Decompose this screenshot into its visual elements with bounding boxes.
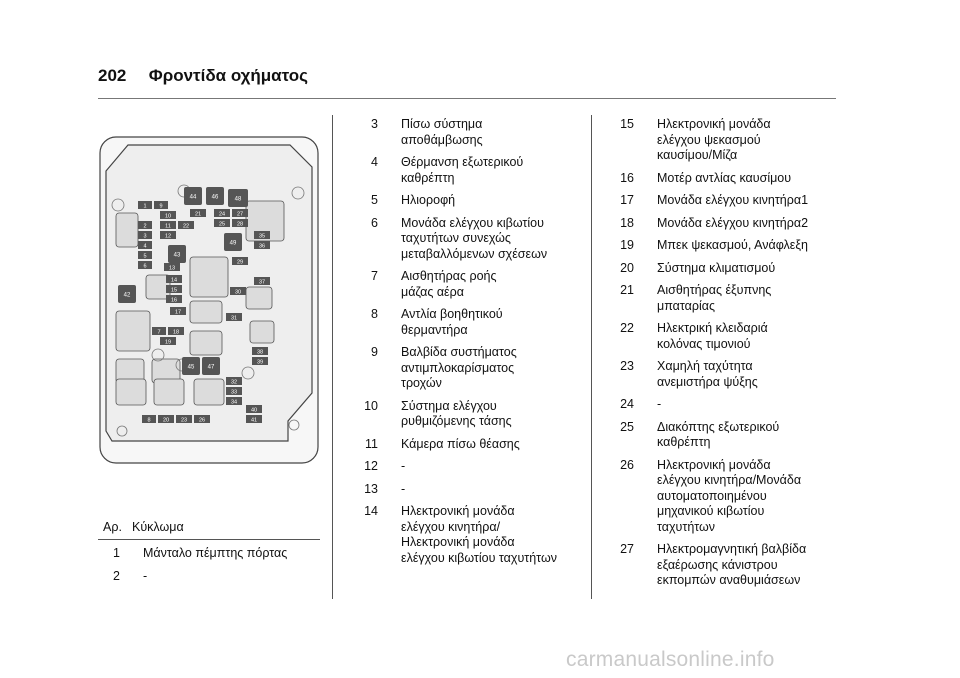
svg-text:35: 35 — [258, 233, 266, 240]
column-header-number: Αρ. — [103, 520, 122, 534]
svg-text:49: 49 — [229, 240, 237, 247]
fuse-entry — [604, 117, 839, 164]
svg-text:21: 21 — [194, 211, 202, 218]
fuse-row-bottom — [142, 415, 210, 424]
fuse-entry — [604, 359, 839, 390]
fuse-number: 14 — [364, 504, 378, 518]
fuse-entry — [348, 437, 583, 453]
svg-text:10: 10 — [164, 213, 172, 220]
fuse-number: 19 — [620, 238, 634, 252]
fuse-number: 22 — [620, 321, 634, 335]
svg-text:33: 33 — [230, 389, 238, 396]
fuse-entry — [604, 171, 839, 187]
svg-text:42: 42 — [123, 292, 131, 299]
page-header — [98, 66, 308, 86]
fuse-number: 7 — [371, 269, 378, 283]
svg-text:24: 24 — [218, 211, 226, 218]
fuse-circuit: Χαμηλή ταχύτητα ανεμιστήρα ψύξης — [657, 359, 758, 389]
fuse-number: 5 — [371, 193, 378, 207]
fuse-entry — [90, 569, 325, 585]
fuse-circuit: Ηλεκτρονική μονάδα ελέγχου κινητήρα/Μονάδα αυτοματοποιημένου μηχανικού κιβωτίου ταχυτήτων — [657, 457, 802, 534]
fuse-entry — [348, 307, 583, 338]
svg-text:37: 37 — [258, 279, 266, 286]
svg-text:1: 1 — [143, 203, 147, 210]
fuse-entry — [604, 283, 839, 314]
fuse-list-column-2 — [348, 117, 583, 573]
fuse-number: 9 — [371, 345, 378, 359]
fuse-circuit: Αντλία βοηθητικού θερμαντήρα — [401, 307, 503, 337]
fuse-circuit: Μοτέρ αντλίας καυσίμου — [657, 170, 792, 185]
svg-text:27: 27 — [236, 211, 244, 218]
table-header-rule — [98, 539, 320, 540]
fuse-circuit: Πίσω σύστημα αποθάμβωσης — [401, 117, 483, 147]
fuse-entry — [348, 459, 583, 475]
fuse-circuit: Ηλιοροφή — [401, 193, 456, 207]
fuse-number: 13 — [364, 481, 378, 496]
column-divider-1 — [332, 115, 333, 599]
fuse-number: 8 — [371, 307, 378, 321]
fuse-number: 4 — [371, 155, 378, 169]
fuse-entry — [348, 155, 583, 186]
fuse-number: 20 — [620, 260, 634, 275]
fuse-entry — [348, 482, 583, 498]
fuse-circuit: Ηλεκτρονική μονάδα ελέγχου ψεκασμού καυσίμου/Μίζα — [657, 117, 771, 162]
fuse-circuit: Ηλεκτρική κλειδαριά κολόνας τιμονιού — [657, 321, 768, 351]
svg-text:29: 29 — [236, 259, 244, 266]
svg-text:23: 23 — [180, 417, 188, 424]
fuse-entry — [604, 458, 839, 536]
fuse-entry — [348, 399, 583, 430]
fuse-circuit: Μονάδα ελέγχου κινητήρα2 — [657, 215, 809, 230]
fuse-box-diagram — [98, 135, 320, 465]
fuse-entry — [604, 261, 839, 277]
svg-text:32: 32 — [230, 379, 238, 386]
fuse-circuit: - — [143, 568, 148, 583]
fuse-circuit: Ηλεκτρομαγνητική βαλβίδα εξαέρωσης κάνιστρου εκπομπών αναθυμιάσεων — [657, 542, 807, 587]
svg-text:28: 28 — [236, 221, 244, 228]
fuse-circuit: Ηλεκτρονική μονάδα ελέγχου κινητήρα/ Ηλεκτρονική μονάδα ελέγχου κιβωτίου ταχυτήτων — [401, 504, 557, 565]
fuse-circuit: Μονάδα ελέγχου κιβωτίου ταχυτήτων συνεχώς μεταβαλλόμενων σχέσεων — [401, 215, 548, 261]
svg-text:5: 5 — [143, 253, 147, 260]
fuse-entry — [348, 193, 583, 209]
column-header-circuit: Κύκλωμα — [132, 520, 184, 534]
fuse-entry — [348, 345, 583, 392]
fuse-circuit: Μπεκ ψεκασμού, Ανάφλεξη — [657, 238, 808, 252]
fuse-entry — [90, 546, 325, 562]
fuse-entry — [348, 269, 583, 300]
fuse-number: 15 — [620, 117, 634, 131]
fuse-entry — [604, 420, 839, 451]
svg-text:41: 41 — [250, 417, 258, 424]
svg-text:22: 22 — [182, 223, 190, 230]
fuse-number: 21 — [620, 283, 634, 297]
fuse-list-column-1 — [90, 546, 325, 591]
page-title: Φροντίδα οχήματος — [148, 66, 308, 85]
svg-text:40: 40 — [250, 407, 258, 414]
fuse-entry — [604, 397, 839, 413]
svg-text:3: 3 — [143, 233, 147, 240]
svg-text:26: 26 — [198, 417, 206, 424]
svg-text:38: 38 — [256, 349, 264, 356]
svg-text:36: 36 — [258, 243, 266, 250]
svg-text:34: 34 — [230, 399, 238, 406]
fuse-circuit: - — [401, 459, 406, 473]
fuse-number: 2 — [113, 568, 120, 583]
svg-text:20: 20 — [162, 417, 170, 424]
svg-text:13: 13 — [168, 265, 176, 272]
fuse-number: 12 — [364, 459, 378, 473]
svg-text:30: 30 — [234, 289, 242, 296]
fuse-circuit: Διακόπτης εξωτερικού καθρέπτη — [657, 419, 780, 449]
svg-text:11: 11 — [165, 223, 171, 230]
fuse-number: 11 — [365, 436, 378, 451]
fuse-list-column-3 — [604, 117, 839, 596]
fuse-entry — [604, 238, 839, 254]
fuse-circuit: Αισθητήρας έξυπνης μπαταρίας — [657, 283, 772, 313]
svg-text:12: 12 — [164, 233, 172, 240]
fuse-entry — [604, 216, 839, 232]
fuse-number: 25 — [620, 419, 634, 434]
fuse-number: 6 — [371, 215, 378, 230]
column-divider-2 — [591, 115, 592, 599]
svg-text:18: 18 — [172, 329, 180, 336]
fuse-circuit: Σύστημα κλιματισμού — [657, 260, 776, 275]
fuse-entry — [348, 504, 583, 566]
fuse-circuit: Θέρμανση εξωτερικού καθρέπτη — [401, 155, 524, 185]
svg-text:15: 15 — [170, 287, 178, 294]
svg-text:6: 6 — [143, 263, 147, 270]
svg-text:8: 8 — [147, 417, 151, 424]
svg-text:44: 44 — [189, 194, 197, 201]
svg-text:43: 43 — [173, 252, 181, 259]
fuse-circuit: - — [401, 481, 406, 496]
fuse-entry — [604, 321, 839, 352]
watermark: carmanualsonline.info — [566, 648, 775, 671]
fuse-circuit: Βαλβίδα συστήματος αντιμπλοκαρίσματος τροχών — [401, 345, 517, 390]
svg-text:39: 39 — [256, 359, 264, 366]
fuse-circuit: - — [657, 397, 662, 411]
svg-text:4: 4 — [143, 243, 147, 250]
fuse-number: 23 — [620, 359, 634, 373]
fuse-entry — [604, 542, 839, 589]
fuse-circuit: Κάμερα πίσω θέασης — [401, 436, 520, 451]
fuse-number: 3 — [371, 117, 378, 131]
svg-text:7: 7 — [157, 329, 161, 336]
svg-text:47: 47 — [207, 364, 215, 371]
page-number: 202 — [98, 66, 127, 85]
svg-text:45: 45 — [187, 364, 195, 371]
fuse-number: 16 — [620, 170, 634, 185]
fuse-circuit: Μονάδα ελέγχου κινητήρα1 — [657, 193, 809, 207]
svg-text:19: 19 — [164, 339, 172, 346]
fuse-number: 18 — [620, 215, 634, 230]
svg-text:48: 48 — [234, 196, 242, 203]
svg-text:17: 17 — [174, 309, 182, 316]
svg-text:9: 9 — [159, 203, 163, 210]
fuse-circuit: Αισθητήρας ροής μάζας αέρα — [401, 269, 497, 299]
fuse-circuit: Μάνταλο πέμπτης πόρτας — [143, 546, 288, 560]
header-rule — [98, 98, 836, 99]
fuse-number: 10 — [364, 398, 378, 413]
fuse-number: 17 — [620, 193, 634, 207]
fuse-entry — [604, 193, 839, 209]
svg-text:25: 25 — [218, 221, 226, 228]
svg-text:31: 31 — [230, 315, 238, 322]
svg-text:2: 2 — [143, 223, 147, 230]
svg-text:46: 46 — [211, 194, 219, 201]
fuse-number: 24 — [620, 397, 634, 411]
fuse-number: 26 — [620, 457, 634, 472]
svg-text:16: 16 — [170, 297, 178, 304]
fuse-entry — [348, 117, 583, 148]
fuse-entry — [348, 216, 583, 263]
fuse-number: 27 — [620, 542, 634, 556]
svg-text:14: 14 — [170, 277, 178, 284]
fuse-number: 1 — [113, 546, 120, 560]
fuse-circuit: Σύστημα ελέγχου ρυθμιζόμενης τάσης — [401, 398, 512, 428]
